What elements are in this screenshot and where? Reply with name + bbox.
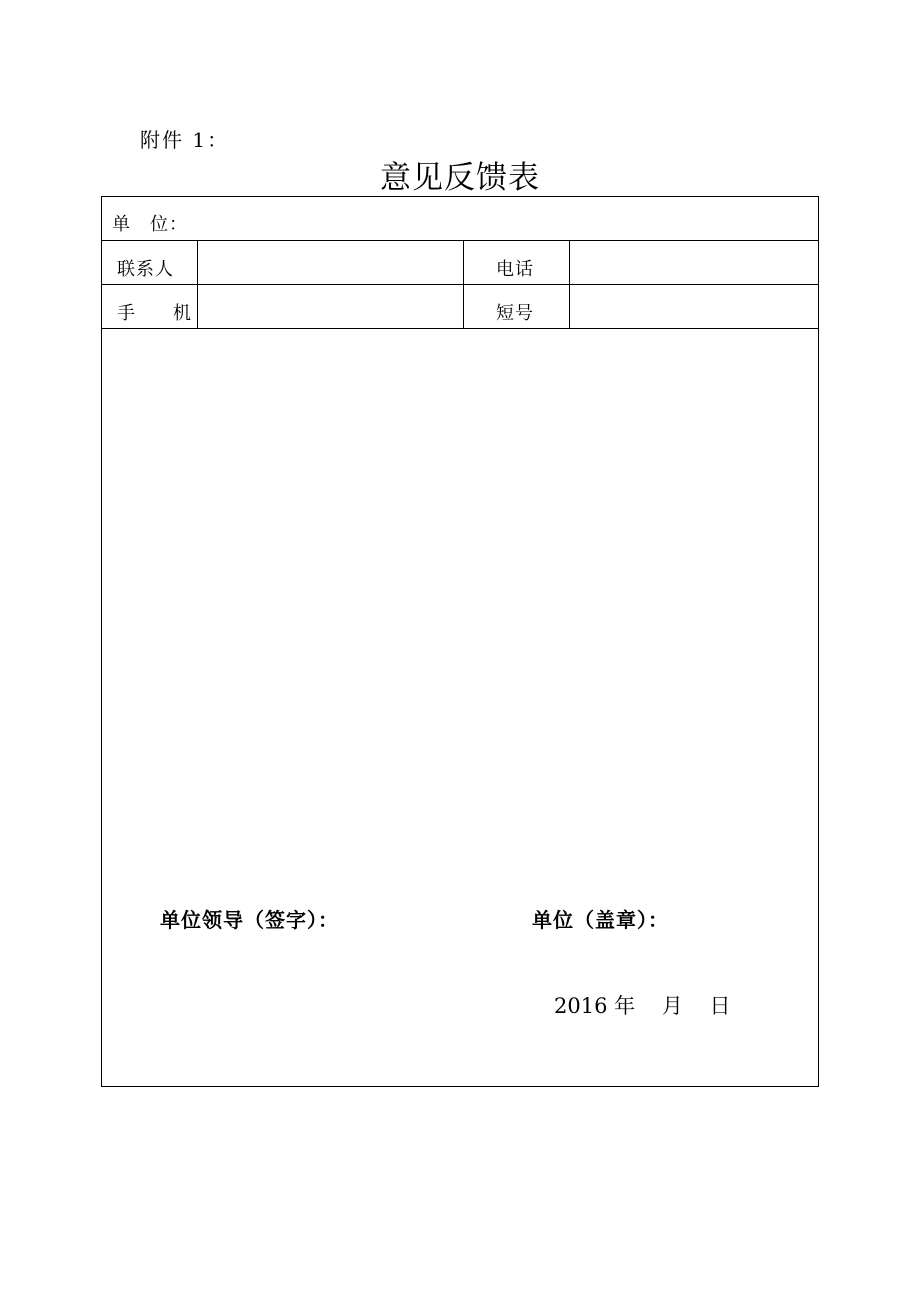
short-number-field[interactable] — [571, 286, 816, 327]
date-day-unit: 日 — [709, 994, 731, 1018]
date-year-unit: 年 — [614, 994, 636, 1018]
phone-field[interactable] — [571, 242, 816, 283]
date-year: 2016 — [554, 994, 608, 1018]
date-month-unit: 月 — [661, 994, 683, 1018]
contact-field[interactable] — [199, 242, 462, 283]
form-title: 意见反馈表 — [380, 160, 540, 196]
opinion-area[interactable] — [103, 330, 817, 890]
date-line — [554, 990, 731, 1020]
column-divider — [463, 240, 464, 329]
row-divider — [102, 240, 818, 241]
attachment-label: 附件 1： — [140, 128, 230, 152]
row-divider — [102, 328, 818, 329]
phone-label: 电话 — [496, 259, 534, 280]
unit-seal-label: 单位（盖章）： — [532, 908, 669, 932]
contact-label: 联系人 — [117, 259, 174, 280]
mobile-field[interactable] — [199, 286, 462, 327]
column-divider — [569, 240, 570, 329]
feedback-form — [101, 196, 819, 1087]
row-divider — [102, 284, 818, 285]
unit-field[interactable] — [197, 198, 815, 239]
short-number-label: 短号 — [496, 303, 534, 324]
unit-label: 单 位： — [112, 214, 188, 235]
leader-sign-label: 单位领导（签字）： — [160, 908, 339, 932]
mobile-label: 手 机 — [117, 303, 201, 324]
